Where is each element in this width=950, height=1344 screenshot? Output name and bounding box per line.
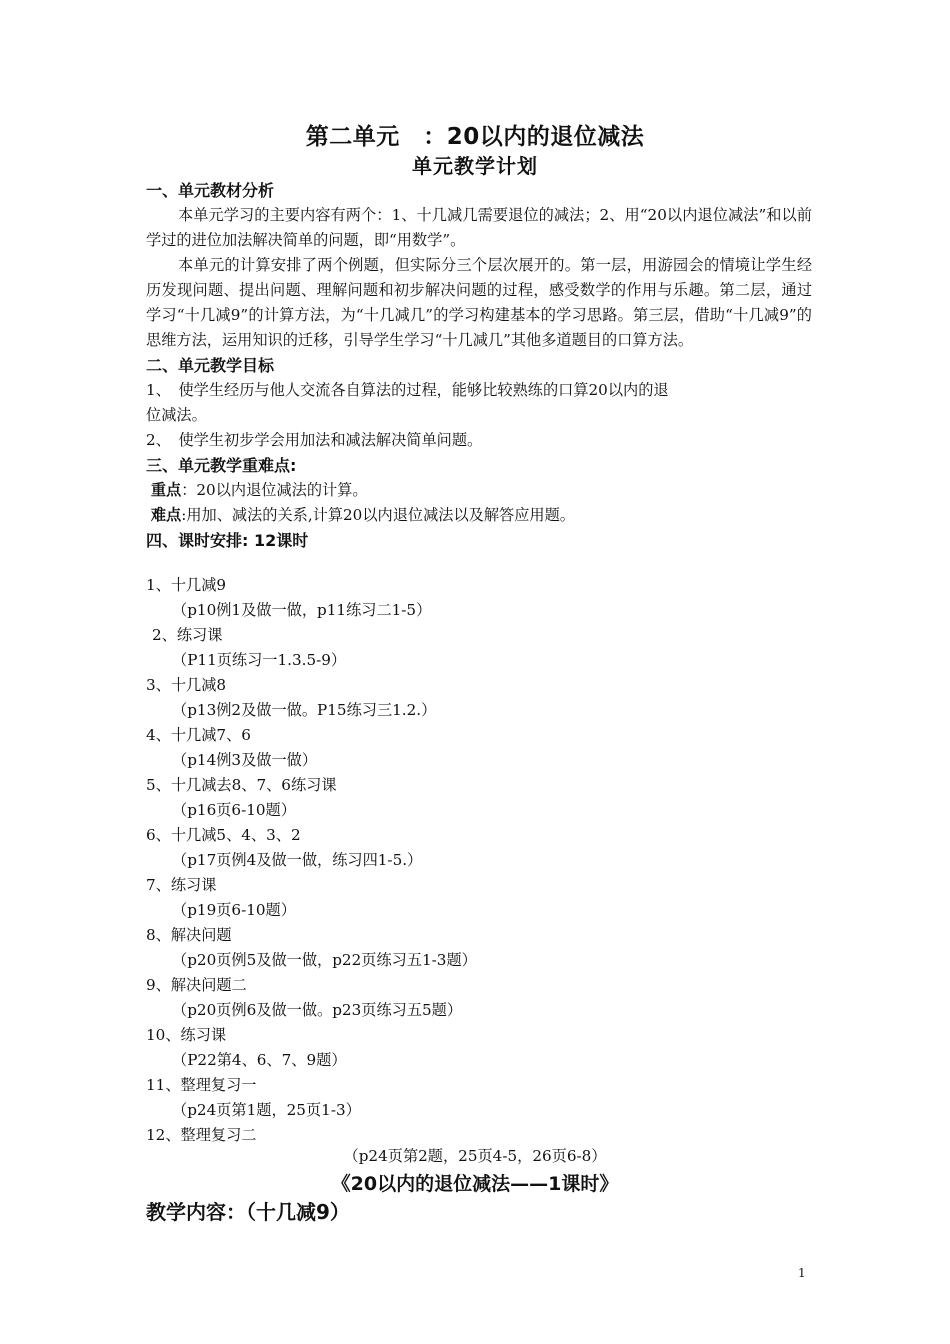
- goal-1-line-1: 1、 使学生经历与他人交流各自算法的过程，能够比较熟练的口算20以内的退: [146, 381, 669, 399]
- lesson-2-detail: （P11页练习一1.3.5-9）: [172, 651, 347, 669]
- lesson-10-detail: （P22第4、6、7、9题）: [172, 1051, 347, 1069]
- lesson-1-detail: （p10例1及做一做，p11练习二1-5）: [172, 601, 432, 619]
- section-heading-goals: 二、单元教学目标: [146, 356, 275, 375]
- plan-body: [146, 178, 812, 553]
- lesson-4-title: 4、十几减7、6: [146, 726, 251, 744]
- key-point-text: ：20以内退位减法的计算。: [181, 481, 368, 499]
- analysis-paragraph-1: 本单元学习的主要内容有两个：1、十几减几需要退位的减法；2、用“20以内退位减法”和以前学过的进位加法解决简单的问题，即“用数学”。: [146, 206, 812, 249]
- lesson-schedule: [146, 573, 812, 1148]
- lesson-11-title: 11、整理复习一: [146, 1076, 257, 1094]
- lesson-6-title: 6、十几减5、4、3、2: [146, 826, 301, 844]
- lesson-2-title: 2、练习课: [152, 626, 223, 644]
- lesson-10-title: 10、练习课: [146, 1026, 227, 1044]
- key-point-label: 重点: [150, 481, 182, 499]
- lesson-11-detail: （p24页第1题，25页1-3）: [172, 1101, 361, 1119]
- lesson-6-detail: （p17页例4及做一做，练习四1-5.）: [172, 851, 423, 869]
- lesson-3-title: 3、十几减8: [146, 676, 227, 694]
- lesson-3-detail: （p13例2及做一做。P15练习三1.2.）: [172, 701, 437, 719]
- lesson-9-title: 9、解决问题二: [146, 976, 247, 994]
- key-point-row: [146, 478, 812, 503]
- lesson-7-detail: （p19页6-10题）: [172, 901, 296, 919]
- lesson-8-detail: （p20页例5及做一做，p22页练习五1-3题）: [172, 951, 477, 969]
- section-heading-schedule: 四、课时安排: 12课时: [146, 531, 309, 550]
- lesson-12-title: 12、整理复习二: [146, 1126, 257, 1144]
- lesson-5-title: 5、十几减去8、7、6练习课: [146, 776, 337, 794]
- analysis-paragraph-2: 本单元的计算安排了两个例题，但实际分三个层次展开的。第一层，用游园会的情境让学生经历发现问题、提出问题、理解问题和初步解决问题的过程，感受数学的作用与乐趣。第二层，通过学习“十几减9”的计算方法，为“十几减几”的学习构建基本的学习思路。第三层，借助“十几减9”的思维方法，运用知识的迁移，引导学生学习“十几减几”其他多道题目的口算方法。: [146, 256, 812, 349]
- lesson-12-detail: （p24页第2题，25页4-5，26页6-8）: [343, 1147, 607, 1165]
- lesson-heading: 《20以内的退位减法——1课时》: [331, 1173, 619, 1195]
- section-heading-analysis: 一、单元教材分析: [146, 181, 275, 200]
- lesson-1-title: 1、十几减9: [146, 576, 227, 594]
- page-subtitle: 单元教学计划: [412, 154, 538, 178]
- section-heading-key-points: 三、单元教学重难点:: [146, 456, 297, 475]
- difficulty-row: [146, 503, 812, 528]
- page-number: 1: [798, 1266, 806, 1280]
- difficulty-text: :用加、减法的关系,计算20以内退位减法以及解答应用题。: [181, 506, 575, 524]
- lesson-5-detail: （p16页6-10题）: [172, 801, 296, 819]
- page-title: 第二单元 ：20以内的退位减法: [305, 124, 645, 150]
- teaching-content-label: 教学内容：（十几减9）: [146, 1200, 350, 1224]
- goal-1-line-2: 位减法。: [146, 406, 207, 424]
- lesson-4-detail: （p14例3及做一做）: [172, 751, 318, 769]
- lesson-9-detail: （p20页例6及做一做。p23页练习五5题）: [172, 1001, 463, 1019]
- lesson-7-title: 7、练习课: [146, 876, 217, 894]
- difficulty-label: 难点: [150, 506, 182, 524]
- goal-2: 2、 使学生初步学会用加法和减法解决简单问题。: [146, 431, 483, 449]
- lesson-8-title: 8、解决问题: [146, 926, 232, 944]
